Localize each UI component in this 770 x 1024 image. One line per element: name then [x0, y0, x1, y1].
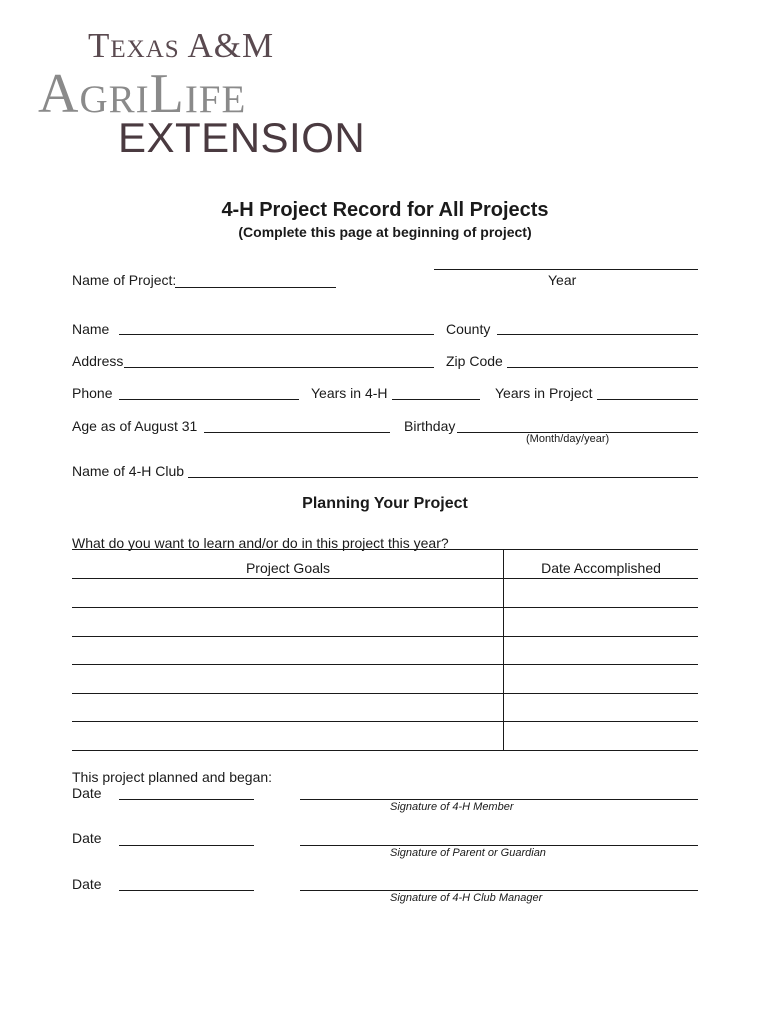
- county-label: County: [446, 321, 491, 337]
- birthday-hint: (Month/day/year): [526, 433, 610, 445]
- age-label: Age as of August 31: [72, 418, 198, 434]
- member-signature-label: Signature of 4-H Member: [390, 801, 514, 813]
- date-field-3[interactable]: [119, 890, 254, 891]
- date-field-2[interactable]: [119, 845, 254, 846]
- date-field-1[interactable]: [119, 799, 254, 800]
- table-row[interactable]: [72, 607, 698, 608]
- age-field[interactable]: [204, 432, 390, 433]
- planning-heading: Planning Your Project: [302, 495, 468, 512]
- question-underline: [72, 549, 698, 550]
- parent-signature-field[interactable]: [300, 845, 698, 846]
- signature-intro: This project planned and began:: [72, 769, 273, 785]
- county-field[interactable]: [497, 334, 698, 335]
- table-row[interactable]: [72, 636, 698, 637]
- date-label-1: Date: [72, 785, 102, 801]
- club-label: Name of 4-H Club: [72, 463, 185, 479]
- table-row[interactable]: [72, 664, 698, 665]
- table-row[interactable]: [72, 750, 698, 751]
- member-signature-field[interactable]: [300, 799, 698, 800]
- years-project-field[interactable]: [597, 399, 698, 400]
- manager-signature-label: Signature of 4-H Club Manager: [390, 892, 543, 904]
- project-name-field[interactable]: [175, 287, 336, 288]
- name-field[interactable]: [119, 334, 434, 335]
- phone-label: Phone: [72, 385, 113, 401]
- phone-field[interactable]: [119, 399, 299, 400]
- address-field[interactable]: [124, 367, 434, 368]
- year-field[interactable]: [434, 269, 698, 270]
- parent-signature-label: Signature of Parent or Guardian: [390, 847, 546, 859]
- address-label: Address: [72, 353, 124, 369]
- years-4h-field[interactable]: [392, 399, 480, 400]
- table-row[interactable]: [72, 578, 698, 579]
- table-row[interactable]: [72, 693, 698, 694]
- years-project-label: Years in Project: [495, 385, 593, 401]
- col-project-goals: Project Goals: [245, 560, 331, 576]
- name-label: Name: [72, 321, 110, 337]
- club-field[interactable]: [188, 477, 698, 478]
- page-subtitle: (Complete this page at beginning of project): [238, 224, 532, 240]
- col-date-accomplished: Date Accomplished: [541, 560, 661, 576]
- logo-texas-am: Texas A&M: [88, 26, 275, 65]
- manager-signature-field[interactable]: [300, 890, 698, 891]
- page-title: 4-H Project Record for All Projects: [221, 199, 549, 221]
- date-label-2: Date: [72, 830, 102, 846]
- zip-field[interactable]: [507, 367, 698, 368]
- logo-extension: EXTENSION: [118, 114, 366, 161]
- planning-question: What do you want to learn and/or do in this project this year?: [72, 535, 449, 551]
- year-label: Year: [548, 272, 577, 288]
- date-label-3: Date: [72, 876, 102, 892]
- table-row[interactable]: [72, 721, 698, 722]
- zip-label: Zip Code: [446, 353, 503, 369]
- years-4h-label: Years in 4-H: [311, 385, 388, 401]
- table-column-divider: [503, 549, 504, 750]
- logo-agrilife: AgriLife: [38, 63, 247, 125]
- birthday-label: Birthday: [404, 418, 456, 434]
- project-name-label: Name of Project:: [72, 272, 177, 288]
